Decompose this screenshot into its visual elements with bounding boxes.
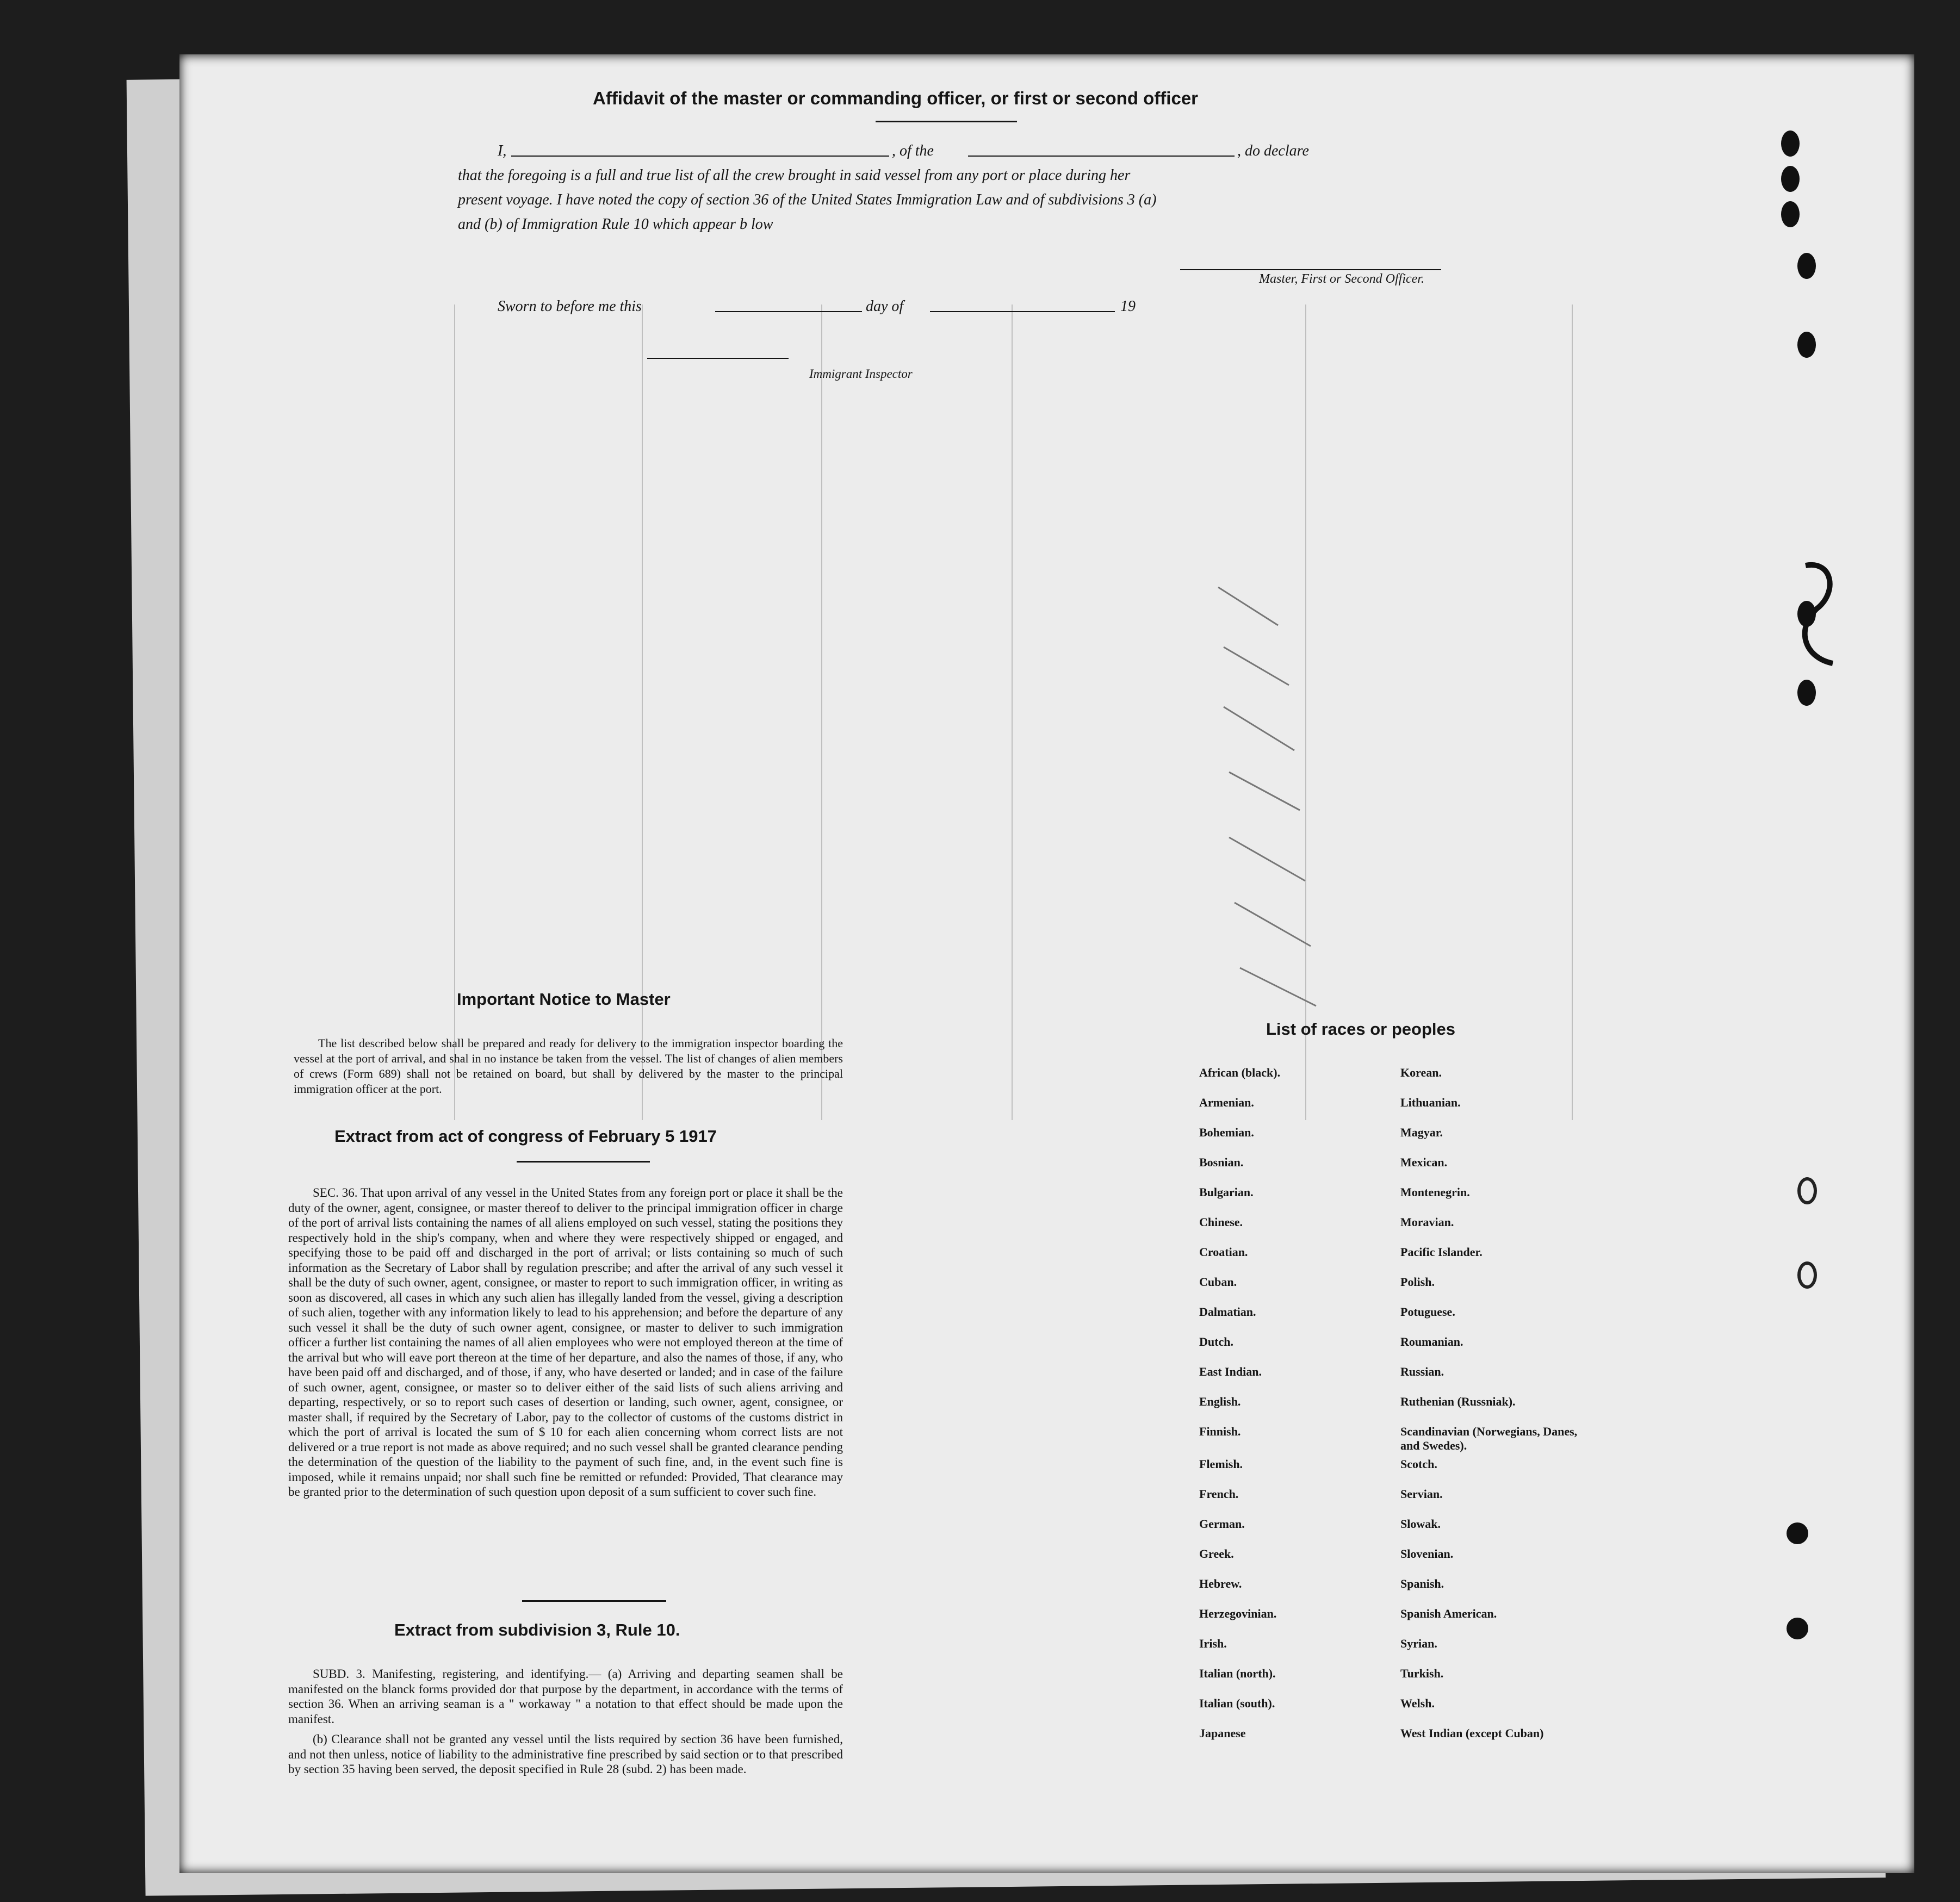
race-item: Pacific Islander. <box>1400 1245 1483 1259</box>
sworn-day-blank <box>715 311 862 312</box>
race-item: Scandinavian (Norwegians, Danes, and Swedes). <box>1400 1425 1578 1452</box>
signature-label: Master, First or Second Officer. <box>1259 272 1424 286</box>
race-item: African (black). <box>1199 1066 1281 1079</box>
punch-hole <box>1787 1618 1808 1639</box>
punch-hole <box>1797 1177 1817 1204</box>
race-item: Moravian. <box>1400 1215 1454 1229</box>
race-item: West Indian (except Cuban) <box>1400 1726 1544 1740</box>
punch-hole <box>1787 1522 1808 1544</box>
affidavit-line2: that the foregoing is a full and true list of all the crew brought in said vessel from any port or place during her <box>458 167 1131 184</box>
race-item: Welsh. <box>1400 1696 1435 1710</box>
act-extract-text: SEC. 36. That upon arrival of any vessel in the United States from any foreign port or place it shall be the duty of the owner, agent, consignee, or master thereof to deliver to the principal immigration officer in charge of the port of arrival lists containing the names of all aliens employed on such vessel, stating the positions they respectively hold in the ship's company, when and where they were respectively shipped or engaged, and specifying those to be paid off and discharged in the port of arrival; or lists containing so much of such information as the Secretary of Labor shall by regulation prescribe; and after the arrival of any such vessel it shall be the duty of such owner, agent, consignee, or master to report to such immigration officer, in writing as soon as discovered, all cases in which any such alien has illegally landed from the vessel, giving a description of such alien, together with any information likely to lead to his apprehension; and before the departure of any such vessel it shall be the duty of such owner agent, consignee, or master to deliver to such immigration officer a further list containing the names of all alien employees who were not employed thereon at the time of the arrival but who will eave port thereon at the time of her departure, and also the names of those, if any, who have been paid off and discharged, and of those, if any, who have deserted or landed; and in case of the failure of such owner, agent, consignee, or master so to deliver either of the said lists of such aliens arriving and departing, respectively, or so to report such cases of desertion or landing, such owner, agent, consignee, or master shall, if required by the Secretary of Labor, pay to the collector of customs of the customs district in which the port of arrival is located the sum of $ 10 for each alien concerning whom correct lists are not delivered or a true report is not made as above required; and no such vessel shall be granted clearance pending the determination of the question of the liability to the payment of such fine, and, in the event such fine is imposed, while it remains unpaid; nor shall such fine be remitted or refunded: Provided, That clearance may be granted prior to the determination of such question upon deposit of a sum sufficient to cover such fine. <box>288 1186 843 1499</box>
race-item: Herzegovinian. <box>1199 1607 1277 1620</box>
race-item: Lithuanian. <box>1400 1096 1461 1109</box>
bleed-line <box>454 304 455 1120</box>
vessel-blank <box>968 156 1235 157</box>
sworn-month-blank <box>930 311 1115 312</box>
sworn-text-b: day of <box>866 298 904 315</box>
notice-text: The list described below shall be prepared and ready for delivery to the immigration inspector boarding the vessel at the port of arrival, and shal in no instance be taken from the vessel. The list of changes of alien members of crews (Form 689) shall not be retained on board, but shall by delivered by the master to the principal immigration officer at the port. <box>294 1036 843 1096</box>
race-item: Slovenian. <box>1400 1547 1454 1561</box>
punch-hole <box>1797 1261 1817 1289</box>
signature-line <box>1180 269 1441 270</box>
race-item: French. <box>1199 1487 1239 1501</box>
race-item: Irish. <box>1199 1637 1227 1650</box>
sworn-text-c: 19 <box>1120 298 1136 315</box>
race-item: Flemish. <box>1199 1457 1243 1471</box>
rule-extract-text-b: (b) Clearance shall not be granted any vessel until the lists required by section 36 have been furnished, and not then unless, notice of liability to the administrative fine prescribed by said section or to that prescribed by section 35 having been served, the deposit specified in Rule 28 (subd. 2) has been made. <box>288 1732 843 1776</box>
race-item: Roumanian. <box>1400 1335 1463 1348</box>
punch-hole <box>1797 332 1816 358</box>
affidavit-line1-of: , of the <box>892 142 934 159</box>
race-item: Polish. <box>1400 1275 1435 1289</box>
tick-marks <box>1213 576 1322 1066</box>
race-item: Korean. <box>1400 1066 1442 1079</box>
race-item: Ruthenian (Russniak). <box>1400 1395 1516 1408</box>
race-item: Potuguese. <box>1400 1305 1455 1319</box>
race-item: Dutch. <box>1199 1335 1233 1348</box>
punch-hole <box>1797 253 1816 279</box>
race-item: Dalmatian. <box>1199 1305 1256 1319</box>
punch-hole <box>1781 166 1800 192</box>
race-item: Turkish. <box>1400 1667 1444 1680</box>
inspector-line <box>647 358 789 359</box>
race-item: Greek. <box>1199 1547 1234 1561</box>
race-item: Italian (south). <box>1199 1696 1275 1710</box>
race-item: English. <box>1199 1395 1241 1408</box>
rule-extract-title: Extract from subdivision 3, Rule 10. <box>394 1620 680 1639</box>
race-item: Hebrew. <box>1199 1577 1242 1590</box>
sworn-text-a: Sworn to before me this <box>498 298 642 315</box>
race-item: Bohemian. <box>1199 1126 1254 1139</box>
race-item: Magyar. <box>1400 1126 1443 1139</box>
rule-extract-text-a: SUBD. 3. Manifesting, registering, and identifying.— (a) Arriving and departing seamen shall be manifested on the blanck forms provided dor that purpose by the department, in accordance with the terms of section 36. When an arriving seaman is a " workaway " a notation to that effect should be made upon the manifest. <box>288 1667 843 1726</box>
bleed-line <box>821 304 822 1120</box>
race-item: Spanish American. <box>1400 1607 1497 1620</box>
punch-hole <box>1781 130 1800 157</box>
manifest-reverse-page <box>179 54 1914 1873</box>
notice-title: Important Notice to Master <box>457 990 671 1009</box>
race-item: Russian. <box>1400 1365 1444 1378</box>
bleed-line <box>1572 304 1573 1120</box>
handwritten-mark-icon <box>1784 555 1849 674</box>
affidavit-line1-i: I, <box>498 142 507 159</box>
race-item: Cuban. <box>1199 1275 1237 1289</box>
race-item: Spanish. <box>1400 1577 1444 1590</box>
rule-divider <box>522 1600 666 1602</box>
affidavit-title: Affidavit of the master or commanding officer, or first or second officer <box>593 88 1199 108</box>
affidavit-line4: and (b) of Immigration Rule 10 which appear b low <box>458 216 773 233</box>
race-item: Japanese <box>1199 1726 1246 1740</box>
act-title-rule <box>517 1161 650 1163</box>
race-item: Croatian. <box>1199 1245 1248 1259</box>
punch-hole <box>1797 680 1816 706</box>
race-item: German. <box>1199 1517 1245 1531</box>
affidavit-line3: present voyage. I have noted the copy of section 36 of the United States Immigration Law and of subdivisions 3 (a) <box>458 191 1157 208</box>
race-item: Mexican. <box>1400 1155 1448 1169</box>
race-item: Finnish. <box>1199 1425 1241 1438</box>
title-rule <box>876 121 1017 122</box>
race-item: Chinese. <box>1199 1215 1243 1229</box>
inspector-label: Immigrant Inspector <box>809 367 913 381</box>
bleed-line <box>1012 304 1013 1120</box>
act-extract-title: Extract from act of congress of February 5 1917 <box>334 1127 717 1146</box>
race-item: Montenegrin. <box>1400 1185 1470 1199</box>
name-blank <box>511 156 889 157</box>
affidavit-line1-declare: , do declare <box>1237 142 1309 159</box>
race-item: Armenian. <box>1199 1096 1254 1109</box>
race-item: Syrian. <box>1400 1637 1437 1650</box>
race-item: Servian. <box>1400 1487 1443 1501</box>
race-item: Scotch. <box>1400 1457 1437 1471</box>
race-item: Italian (north). <box>1199 1667 1276 1680</box>
race-item: Bosnian. <box>1199 1155 1244 1169</box>
punch-hole <box>1781 201 1800 227</box>
races-title: List of races or peoples <box>1266 1020 1455 1039</box>
race-item: Bulgarian. <box>1199 1185 1254 1199</box>
race-item: Slowak. <box>1400 1517 1441 1531</box>
race-item: East Indian. <box>1199 1365 1262 1378</box>
